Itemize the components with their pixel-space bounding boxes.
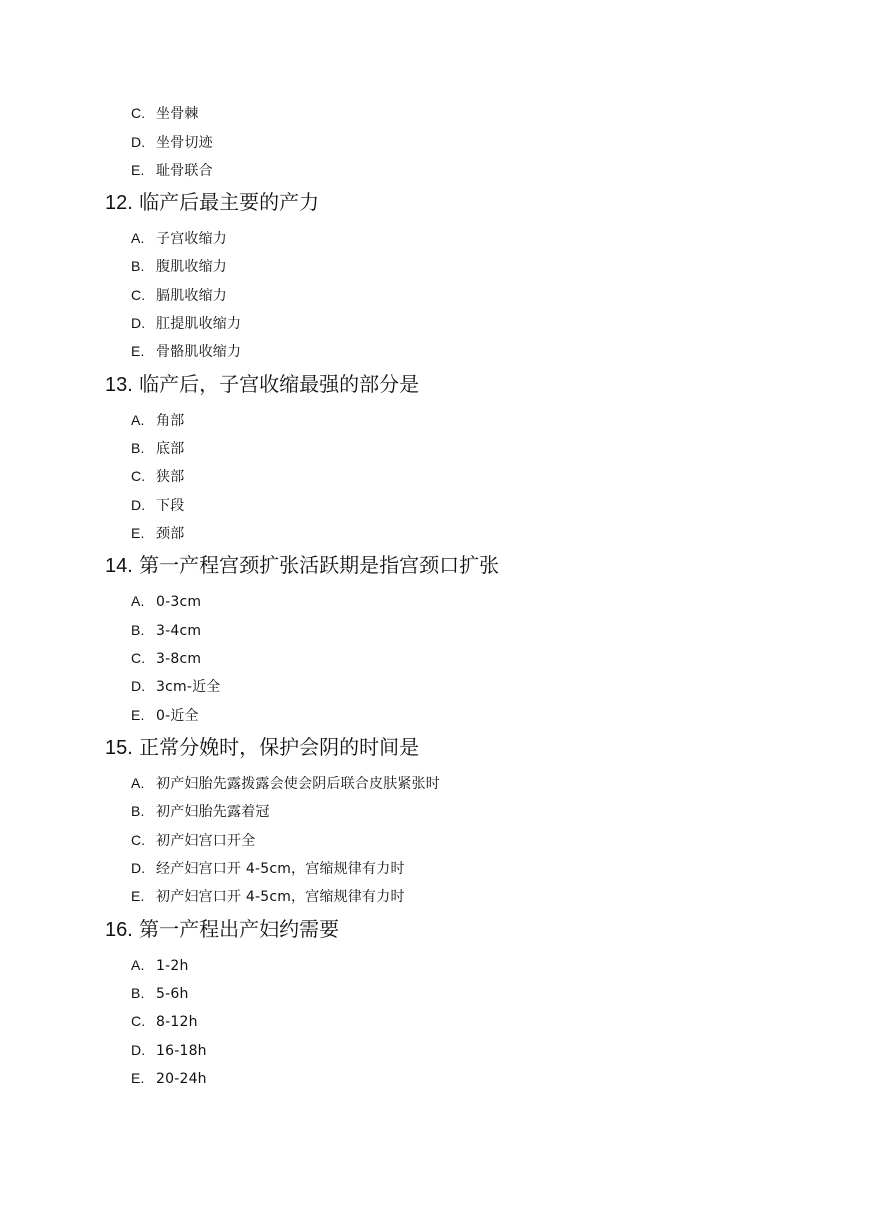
- option-letter: A.: [131, 775, 145, 791]
- option-letter: B.: [131, 803, 145, 819]
- option-text: 下段: [156, 498, 185, 514]
- option-item: [131, 133, 213, 152]
- option-letter: C.: [131, 832, 146, 848]
- question-15-title: [105, 734, 419, 761]
- question-text: 第一产程宫颈扩张活跃期是指宫颈口扩张: [139, 553, 500, 577]
- option-text: 初产妇胎先露着冠: [156, 804, 270, 820]
- option-item: [131, 1012, 198, 1031]
- option-letter: C.: [131, 287, 146, 303]
- option-item: [131, 774, 440, 793]
- option-item: [131, 161, 213, 180]
- option-letter: A.: [131, 593, 145, 609]
- option-text: 初产妇宫口开全: [156, 833, 256, 849]
- question-number: 12.: [105, 192, 133, 214]
- option-text: 肛提肌收缩力: [156, 316, 242, 332]
- option-letter: D.: [131, 497, 146, 513]
- option-text: 底部: [156, 441, 185, 457]
- option-text: 初产妇胎先露拨露会使会阴后联合皮肤紧张时: [156, 776, 440, 792]
- option-text: 初产妇宫口开 4-5cm，宫缩规律有力时: [156, 889, 405, 905]
- option-item: [131, 229, 227, 248]
- option-text: 膈肌收缩力: [156, 288, 227, 304]
- option-text: 3-4cm: [156, 623, 202, 639]
- option-item: [131, 706, 199, 725]
- option-text: 经产妇宫口开 4-5cm，宫缩规律有力时: [156, 861, 405, 877]
- option-text: 0-3cm: [156, 594, 202, 610]
- option-item: [131, 524, 184, 543]
- option-text: 8-12h: [156, 1014, 198, 1030]
- option-item: [131, 649, 201, 668]
- option-letter: C.: [131, 105, 146, 121]
- option-letter: C.: [131, 1013, 146, 1029]
- option-item: [131, 467, 184, 486]
- option-item: [131, 314, 241, 333]
- option-text: 骨骼肌收缩力: [156, 344, 242, 360]
- question-text: 第一产程出产妇约需要: [139, 917, 340, 941]
- option-item: [131, 342, 241, 361]
- question-16-title: [105, 916, 339, 943]
- option-letter: A.: [131, 412, 145, 428]
- option-item: [131, 802, 270, 821]
- option-item: [131, 887, 405, 906]
- option-text: 0-近全: [156, 708, 199, 724]
- option-text: 角部: [156, 413, 185, 429]
- option-item: [131, 677, 221, 696]
- option-item: [131, 592, 201, 611]
- option-letter: A.: [131, 230, 145, 246]
- option-item: [131, 984, 189, 1003]
- option-text: 1-2h: [156, 958, 189, 974]
- question-text: 临产后，子宫收缩最强的部分是: [139, 372, 420, 396]
- option-letter: D.: [131, 134, 146, 150]
- option-text: 颈部: [156, 526, 185, 542]
- option-letter: E.: [131, 1070, 145, 1086]
- option-text: 坐骨切迹: [156, 135, 213, 151]
- option-item: [131, 956, 189, 975]
- option-item: [131, 286, 227, 305]
- option-item: [131, 496, 184, 515]
- question-number: 16.: [105, 919, 133, 941]
- option-text: 子宫收缩力: [156, 231, 227, 247]
- question-12-title: [105, 189, 319, 216]
- option-item: [131, 257, 227, 276]
- option-letter: D.: [131, 315, 146, 331]
- option-letter: E.: [131, 525, 145, 541]
- option-text: 3cm-近全: [156, 679, 221, 695]
- option-text: 20-24h: [156, 1071, 207, 1087]
- option-item: [131, 1069, 207, 1088]
- option-item: [131, 621, 201, 640]
- option-letter: D.: [131, 860, 146, 876]
- option-letter: A.: [131, 957, 145, 973]
- option-letter: E.: [131, 343, 145, 359]
- option-letter: E.: [131, 888, 145, 904]
- question-number: 15.: [105, 737, 133, 759]
- option-letter: C.: [131, 468, 146, 484]
- option-text: 腹肌收缩力: [156, 259, 227, 275]
- option-item: [131, 831, 255, 850]
- option-letter: B.: [131, 258, 145, 274]
- option-item: [131, 439, 184, 458]
- option-text: 狭部: [156, 469, 185, 485]
- option-letter: E.: [131, 162, 145, 178]
- option-item: [131, 859, 405, 878]
- option-letter: E.: [131, 707, 145, 723]
- option-text: 16-18h: [156, 1043, 207, 1059]
- question-text: 临产后最主要的产力: [139, 190, 320, 214]
- option-item: [131, 411, 184, 430]
- question-13-title: [105, 371, 419, 398]
- option-letter: C.: [131, 650, 146, 666]
- option-text: 5-6h: [156, 986, 189, 1002]
- option-text: 3-8cm: [156, 651, 202, 667]
- option-letter: B.: [131, 440, 145, 456]
- option-item: [131, 1041, 207, 1060]
- option-item: [131, 104, 199, 123]
- option-letter: D.: [131, 1042, 146, 1058]
- question-number: 14.: [105, 555, 133, 577]
- option-letter: B.: [131, 622, 145, 638]
- option-letter: B.: [131, 985, 145, 1001]
- option-text: 耻骨联合: [156, 163, 213, 179]
- question-text: 正常分娩时，保护会阴的时间是: [139, 735, 420, 759]
- question-number: 13.: [105, 374, 133, 396]
- option-text: 坐骨棘: [156, 106, 199, 122]
- option-letter: D.: [131, 678, 146, 694]
- question-14-title: [105, 552, 499, 579]
